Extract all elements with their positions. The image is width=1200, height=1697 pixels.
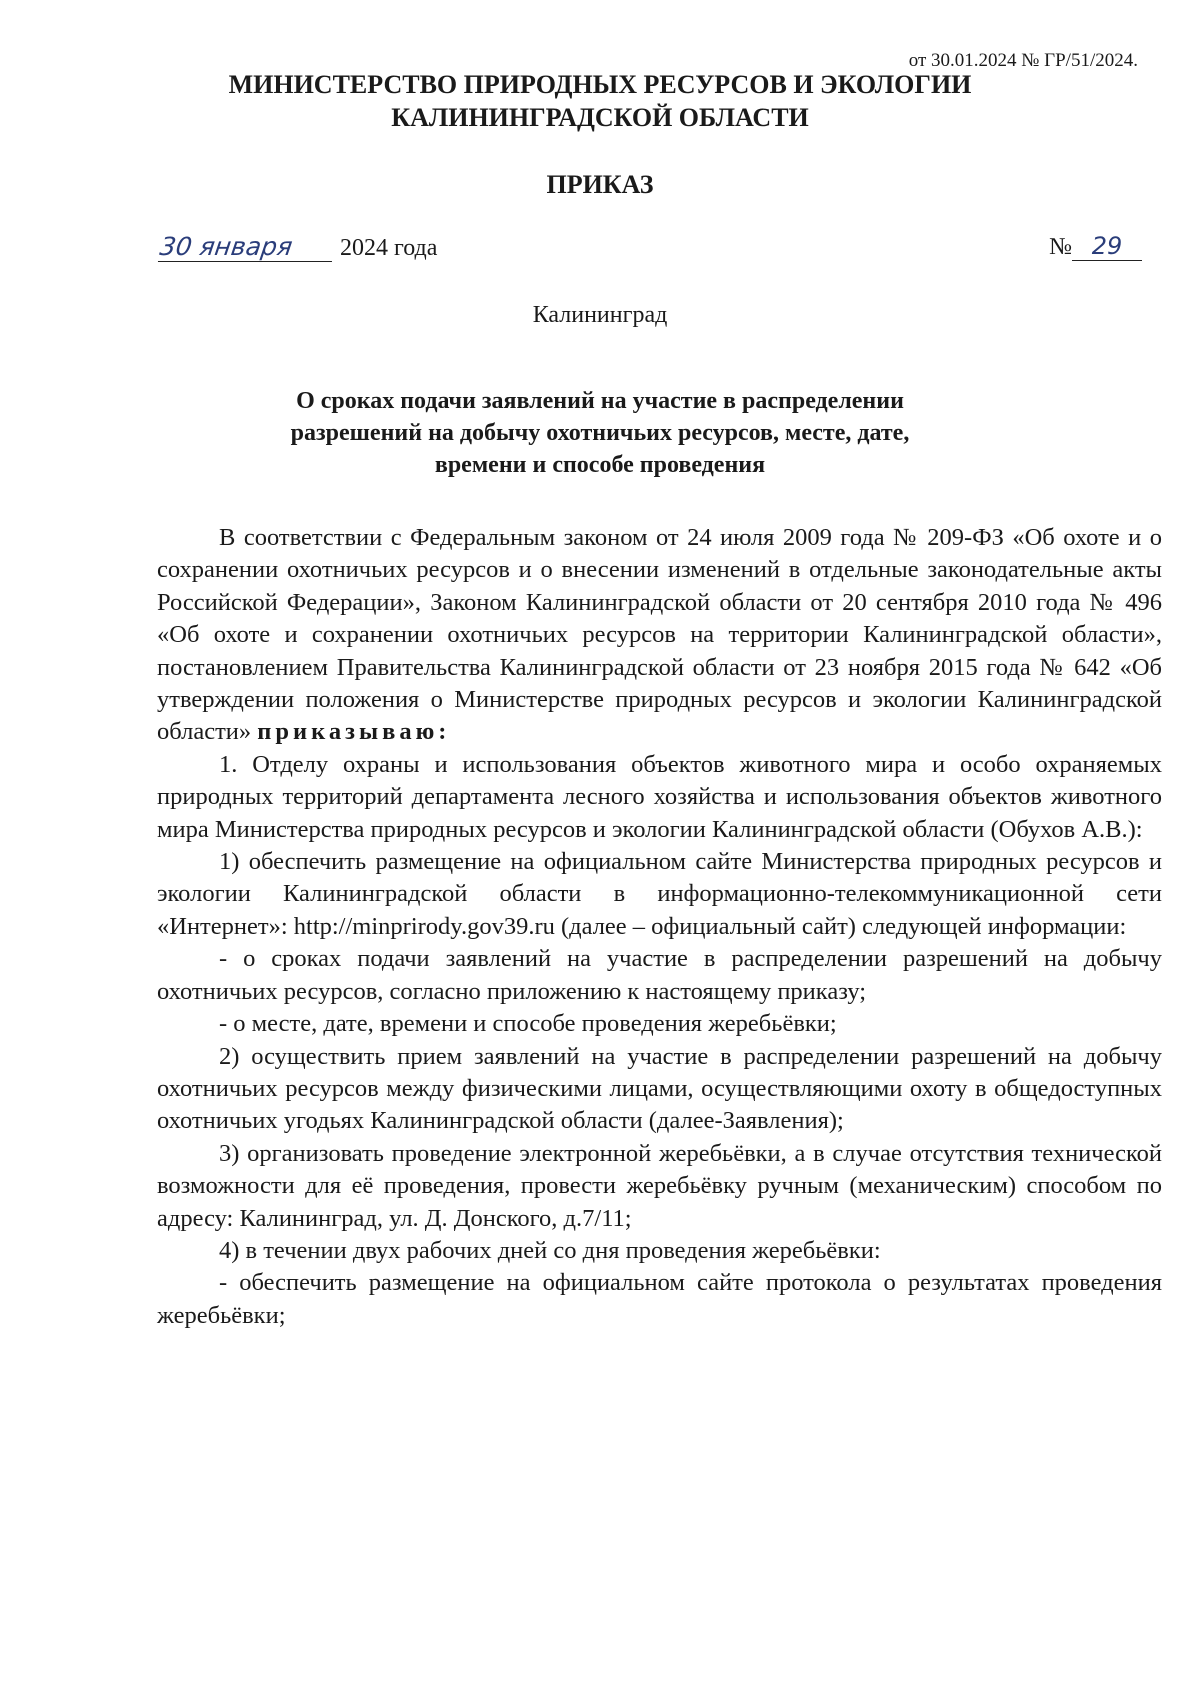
subject-line-3: времени и способе проведения xyxy=(434,452,766,478)
preamble-paragraph xyxy=(157,522,1162,749)
subject-line-2: разрешений на добычу охотничьих ресурсов, месте, дате, xyxy=(290,420,910,446)
clause-1-1-item-2: - о месте, дате, времени и способе проведения жеребьёвки; xyxy=(219,1010,837,1038)
order-number-label: № xyxy=(1049,234,1072,260)
ministry-name-line-1: МИНИСТЕРСТВО ПРИРОДНЫХ РЕСУРСОВ И ЭКОЛОГИИ xyxy=(228,70,972,99)
subject-line-1: О сроках подачи заявлений на участие в распределении xyxy=(296,388,904,414)
registration-number: от 30.01.2024 № ГР/51/2024. xyxy=(908,50,1138,71)
clause-1-2: 2) осуществить прием заявлений на участие в распределении разрешений на добычу охотничьих ресурсов между физическими лицами, осуществляющими охоту в общедоступных охотничьих угодьях Калининградской области (далее-Заявления); xyxy=(157,1042,1162,1135)
order-title: ПРИКАЗ xyxy=(546,170,654,199)
clause-1: 1. Отделу охраны и использования объектов животного мира и особо охраняемых природных территорий департамента лесного хозяйства и использования объектов животного мира Министерства природных ресурсов и экологии Калининградской области (Обухов А.В.): xyxy=(157,750,1162,843)
clause-1-1: 1) обеспечить размещение на официальном сайте Министерства природных ресурсов и экологии Калининградской области в информационно-телекоммуникационной сети «Интернет»: http://minprirody.gov39.ru (далее – официальный сайт) следующей информации: xyxy=(157,848,1162,940)
clause-1-4-item-1: - обеспечить размещение на официальном сайте протокола о результатах проведения жеребьёвки; xyxy=(157,1269,1162,1329)
ministry-name-line-2: КАЛИНИНГРАДСКОЙ ОБЛАСТИ xyxy=(391,103,809,132)
preamble-text: В соответствии с Федеральным законом от 24 июля 2009 года № 209-ФЗ «Об охоте и о сохранении охотничьих ресурсов и о внесении изменений в отдельные законодательные акты Российской Федерации», Законом Калининградской области от 20 сентября 2010 года № 496 «Об охоте и сохранении охотничьих ресурсов на территории Калининградской области», постановлением Правительства Калининградской области от 23 ноября 2015 года № 642 «Об утверждении положения о Министерстве природных ресурсов и экологии Калининградской области» xyxy=(157,524,1162,746)
order-number xyxy=(1049,232,1142,261)
ministry-name xyxy=(0,68,1200,134)
order-date xyxy=(160,232,437,262)
clause-1-4: 4) в течении двух рабочих дней со дня проведения жеребьёвки: xyxy=(219,1236,881,1264)
handwritten-date: 30 января xyxy=(158,232,336,262)
order-subject xyxy=(0,385,1200,481)
city-name: Калининград xyxy=(532,302,668,328)
order-body xyxy=(157,522,1162,1332)
clause-1-1-item-1: - о сроках подачи заявлений на участие в распределении разрешений на добычу охотничьих ресурсов, согласно приложению к настоящему приказу; xyxy=(157,945,1162,1005)
order-year: 2024 года xyxy=(340,235,438,261)
clause-1-3: 3) организовать проведение электронной жеребьёвки, а в случае отсутствия технической возможности для её проведения, провести жеребьёвку ручным (механическим) способом по адресу: Калининград, ул. Д. Донского, д.7/11; xyxy=(157,1139,1162,1232)
handwritten-number: 29 xyxy=(1072,232,1142,261)
order-word: приказываю: xyxy=(257,718,451,746)
